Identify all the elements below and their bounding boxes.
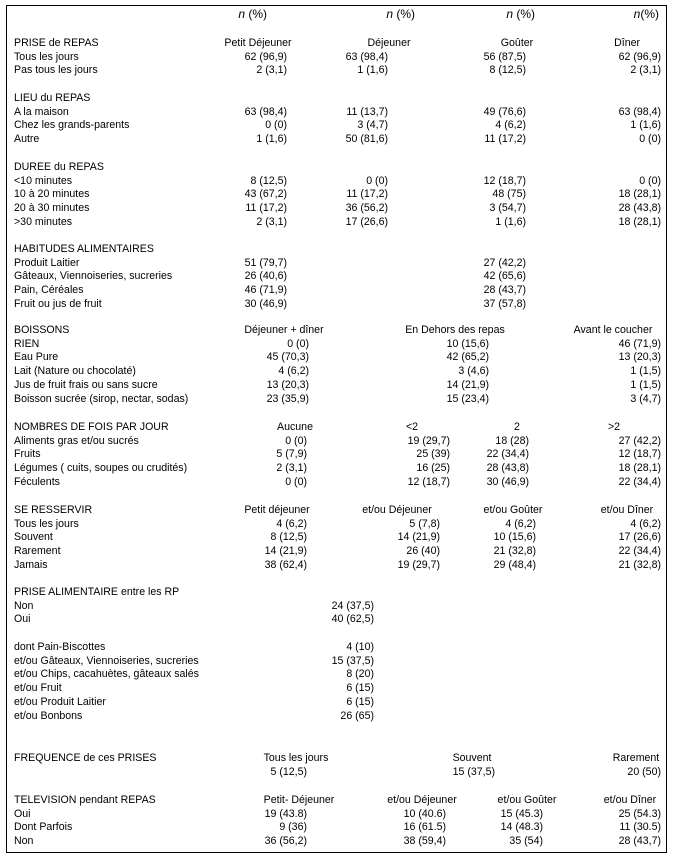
table-row <box>0 613 673 627</box>
section-title: PRISE ALIMENTAIRE entre les RP <box>14 586 180 598</box>
table-cell: 30 (46,9) <box>486 475 529 488</box>
col-header-petit-dejeuner: n (%) <box>238 7 267 21</box>
section-title: BOISSONS <box>14 324 70 336</box>
table-cell: 28 (43,8) <box>618 202 661 215</box>
table-row <box>0 600 673 614</box>
section-title: LIEU du REPAS <box>14 92 91 104</box>
table-cell: 12 (18,7) <box>407 475 450 488</box>
section-title-row-lieu-du-repas <box>0 92 673 106</box>
row-label: Dont Parfois <box>14 821 73 834</box>
table-cell: 10 (15,6) <box>493 531 536 544</box>
row-label: et/ou Produit Laitier <box>14 695 106 708</box>
table-cell: 4 (6,2) <box>276 517 307 530</box>
table-cell: 17 (26,6) <box>618 531 661 544</box>
column-header-petit-dejeuner: Petit déjeuner <box>244 504 310 516</box>
table-row <box>0 682 673 696</box>
row-label: Pas tous les jours <box>14 64 98 77</box>
column-header-petit-dejeuner: Petit- Déjeuner <box>263 794 335 806</box>
row-label: RIEN <box>14 337 40 350</box>
table-cell: 24 (37,5) <box>331 599 374 612</box>
table-cell: 18 (28,1) <box>618 215 661 228</box>
table-cell: 1 (1,6) <box>256 133 287 146</box>
section-title: PRISE de REPAS <box>14 37 99 49</box>
table-row <box>0 545 673 559</box>
table-cell: 6 (15) <box>346 682 374 695</box>
table-cell: 3 (4,7) <box>630 392 661 405</box>
table-cell: 22 (34,4) <box>486 448 529 461</box>
table-cell: 8 (12,5) <box>489 64 526 77</box>
row-label: dont Pain-Biscottes <box>14 641 106 653</box>
row-label: Chez les grands-parents <box>14 119 130 132</box>
section-title: SE RESSERVIR <box>14 504 93 516</box>
table-cell: 46 (71,9) <box>244 284 287 297</box>
table-cell: 10 (40.6) <box>403 807 446 820</box>
table-cell: 16 (25) <box>416 462 450 475</box>
table-cell: 9 (36) <box>279 821 307 834</box>
table-cell: 63 (98,4) <box>618 105 661 118</box>
table-cell: 8 (12,5) <box>250 174 287 187</box>
column-header-2: >2 <box>607 421 621 433</box>
table-cell: 43 (67,2) <box>244 188 287 201</box>
table-cell: 5 (7,8) <box>409 517 440 530</box>
table-row <box>0 531 673 545</box>
table-row <box>0 257 673 271</box>
column-header-gouter: Goûter <box>500 37 534 49</box>
row-label: Aliments gras et/ou sucrés <box>14 434 139 447</box>
row-label: et/ou Bonbons <box>14 709 83 722</box>
table-cell: 36 (56,2) <box>345 202 388 215</box>
table-cell: 1 (1,6) <box>357 64 388 77</box>
table-cell: 38 (62,4) <box>264 558 307 571</box>
table-cell: 2 (3,1) <box>256 215 287 228</box>
table-cell: 0 (0) <box>639 174 661 187</box>
section-title-row-frequence-de-ces-prises <box>0 752 673 766</box>
section-title-row-television-pendant-repas <box>0 794 673 808</box>
table-cell: 29 (48,4) <box>493 558 536 571</box>
table-cell: 26 (65) <box>340 709 374 722</box>
row-label: Oui <box>14 807 31 820</box>
table-cell: 18 (28,1) <box>618 188 661 201</box>
table-row <box>0 64 673 78</box>
column-header-dejeuner: Déjeuner <box>367 37 411 49</box>
table-row <box>0 119 673 133</box>
row-label: Produit Laitier <box>14 256 80 269</box>
table-cell: 4 (6,2) <box>630 517 661 530</box>
table-cell: 2 (3,1) <box>630 64 661 77</box>
table-cell: 18 (28) <box>495 434 529 447</box>
table-cell: 18 (28,1) <box>618 462 661 475</box>
row-label: Pain, Céréales <box>14 284 84 297</box>
table-cell: 62 (96,9) <box>244 50 287 63</box>
column-header-aucune: Aucune <box>277 421 313 433</box>
column-header-petit-dejeuner: Petit Déjeuner <box>224 37 292 49</box>
table-cell: 30 (46,9) <box>244 297 287 310</box>
row-label: 20 à 30 minutes <box>14 202 90 215</box>
table-cell: 10 (15,6) <box>446 337 489 350</box>
table-cell: 51 (79,7) <box>244 256 287 269</box>
section-title: FREQUENCE de ces PRISES <box>14 752 157 764</box>
table-cell: 42 (65,2) <box>446 351 489 364</box>
table-cell: 15 (37,5) <box>331 654 374 667</box>
table-row <box>0 641 673 655</box>
column-header-et-ou-gouter: et/ou Goûter <box>483 504 543 516</box>
row-label: Tous les jours <box>14 517 79 530</box>
section-title: TELEVISION pendant REPAS <box>14 794 156 806</box>
table-cell: 15 (37,5) <box>452 765 495 778</box>
table-cell: 5 (12,5) <box>270 765 307 778</box>
row-label: Féculents <box>14 475 60 488</box>
column-header-et-ou-gouter: et/ou Goûter <box>497 794 557 806</box>
table-cell: 5 (7,9) <box>276 448 307 461</box>
table-cell: 2 (3,1) <box>256 64 287 77</box>
table-row <box>0 270 673 284</box>
row-label: Rarement <box>14 545 61 558</box>
table-cell: 13 (20,3) <box>618 351 661 364</box>
table-row <box>0 435 673 449</box>
table-cell: 22 (34,4) <box>618 475 661 488</box>
table-row <box>0 835 673 849</box>
column-header-2: 2 <box>514 421 520 433</box>
table-cell: 19 (43.8) <box>264 807 307 820</box>
table-cell: 0 (0) <box>287 337 309 350</box>
table-cell: 40 (62,5) <box>331 613 374 626</box>
table-cell: 8 (12,5) <box>270 531 307 544</box>
table-row <box>0 476 673 490</box>
table-cell: 22 (34,4) <box>618 545 661 558</box>
row-label: 10 à 20 minutes <box>14 188 90 201</box>
table-cell: 20 (50) <box>627 765 661 778</box>
row-label: Souvent <box>14 531 53 544</box>
column-header-souvent: Souvent <box>452 752 492 764</box>
table-cell: 25 (54.3) <box>618 807 661 820</box>
table-cell: 62 (96,9) <box>618 50 661 63</box>
table-cell: 2 (3,1) <box>276 462 307 475</box>
table-row <box>0 710 673 724</box>
table-cell: 0 (0) <box>285 475 307 488</box>
col-header-gouter: n (%) <box>506 7 535 21</box>
table-cell: 28 (43,8) <box>486 462 529 475</box>
table-row <box>0 668 673 682</box>
table-cell: 0 (0) <box>265 119 287 132</box>
section-title-row-prise-alimentaire-entre-les-rp <box>0 586 673 600</box>
table-cell: 15 (45.3) <box>500 807 543 820</box>
table-cell: 3 (4,6) <box>458 365 489 378</box>
table-cell: 23 (35,9) <box>266 392 309 405</box>
table-cell: 50 (81,6) <box>345 133 388 146</box>
table-cell: 21 (32,8) <box>618 558 661 571</box>
table-row <box>0 821 673 835</box>
table-cell: 25 (39) <box>416 448 450 461</box>
table-cell: 14 (21,9) <box>397 531 440 544</box>
table-row <box>0 284 673 298</box>
table-cell: 16 (61.5) <box>403 821 446 834</box>
row-label: Oui <box>14 613 31 626</box>
table-cell: 19 (29,7) <box>397 558 440 571</box>
row-label: Tous les jours <box>14 50 79 63</box>
table-cell: 11 (17,2) <box>245 202 287 215</box>
table-cell: 56 (87,5) <box>483 50 526 63</box>
table-cell: 15 (23,4) <box>446 392 489 405</box>
table-cell: 21 (32,8) <box>493 545 536 558</box>
row-label: Non <box>14 599 34 612</box>
table-cell: 36 (56,2) <box>264 835 307 848</box>
table-cell: 27 (42,2) <box>483 256 526 269</box>
row-label: et/ou Fruit <box>14 682 62 695</box>
table-row <box>0 351 673 365</box>
table-cell: 1 (1,5) <box>630 378 661 391</box>
table-row <box>0 393 673 407</box>
table-cell: 49 (76,6) <box>483 105 526 118</box>
table-cell: 4 (6,2) <box>278 365 309 378</box>
section-title: DUREE du REPAS <box>14 161 104 173</box>
table-row <box>0 448 673 462</box>
table-row <box>0 365 673 379</box>
table-cell: 12 (18,7) <box>483 174 526 187</box>
table-cell: 28 (43,7) <box>483 284 526 297</box>
table-cell: 14 (21,9) <box>264 545 307 558</box>
table-cell: 17 (26,6) <box>345 215 388 228</box>
table-cell: 12 (18,7) <box>618 448 661 461</box>
column-header-diner: Dîner <box>614 37 640 49</box>
section-title-row-prise-de-repas <box>0 37 673 51</box>
col-header-dejeuner: n (%) <box>386 7 415 21</box>
column-header-avant-le-coucher: Avant le coucher <box>573 324 653 336</box>
table-cell: 0 (0) <box>285 434 307 447</box>
table-cell: 1 (1,6) <box>630 119 661 132</box>
row-label: <10 minutes <box>14 174 73 187</box>
table-row <box>0 298 673 312</box>
section-title: HABITUDES ALIMENTAIRES <box>14 243 154 255</box>
table-cell: 11 (17,2) <box>484 133 526 146</box>
table-row <box>0 379 673 393</box>
table-cell: 45 (70,3) <box>266 351 309 364</box>
table-cell: 48 (75) <box>492 188 526 201</box>
row-label: Autre <box>14 133 40 146</box>
table-row <box>0 216 673 230</box>
table-row <box>0 518 673 532</box>
table-cell: 0 (0) <box>639 133 661 146</box>
column-header-et-ou-dejeuner: et/ou Déjeuner <box>362 504 432 516</box>
table-cell: 0 (0) <box>366 174 388 187</box>
table-row <box>0 338 673 352</box>
column-header-tous-les-jours: Tous les jours <box>263 752 329 764</box>
table-cell: 3 (4,7) <box>357 119 388 132</box>
table-cell: 4 (6,2) <box>505 517 536 530</box>
table-cell: 26 (40) <box>406 545 440 558</box>
row-label: Non <box>14 835 34 848</box>
column-header-et-ou-diner: et/ou Dîner <box>603 794 657 806</box>
column-header-et-ou-dejeuner: et/ou Déjeuner <box>387 794 457 806</box>
col-header-diner: n(%) <box>633 7 659 21</box>
table-row <box>0 106 673 120</box>
table-row <box>0 133 673 147</box>
row-label: et/ou Chips, cacahuètes, gâteaux salés <box>14 668 199 681</box>
column-header-dejeuner-diner: Déjeuner + dîner <box>244 324 324 336</box>
row-label: Gâteaux, Viennoiseries, sucreries <box>14 270 173 283</box>
table-cell: 28 (43,7) <box>618 835 661 848</box>
row-label: Jus de fruit frais ou sans sucre <box>14 378 158 391</box>
row-label: et/ou Gâteaux, Viennoiseries, sucreries <box>14 654 199 667</box>
table-cell: 42 (65,6) <box>483 270 526 283</box>
table-cell: 35 (54) <box>509 835 543 848</box>
table-cell: 26 (40,6) <box>244 270 287 283</box>
header-row <box>0 8 673 22</box>
section-title-row-se-resservir <box>0 504 673 518</box>
table-cell: 63 (98,4) <box>244 105 287 118</box>
table-cell: 38 (59,4) <box>403 835 446 848</box>
row-label: Lait (Nature ou chocolaté) <box>14 365 136 378</box>
table-row <box>0 202 673 216</box>
section-title: NOMBRES DE FOIS PAR JOUR <box>14 421 169 433</box>
table-cell: 4 (10) <box>346 641 374 653</box>
table-cell: 11 (17,2) <box>346 188 388 201</box>
column-header-en-dehors-des-repas: En Dehors des repas <box>405 324 505 336</box>
row-label: Fruit ou jus de fruit <box>14 297 102 310</box>
row-label: Légumes ( cuits, soupes ou crudités) <box>14 462 188 475</box>
table-row <box>0 655 673 669</box>
table-row <box>0 559 673 573</box>
table-cell: 14 (48.3) <box>500 821 543 834</box>
table-row <box>0 696 673 710</box>
table-cell: 27 (42,2) <box>618 434 661 447</box>
row-label: Fruits <box>14 448 41 461</box>
table-row <box>0 766 673 780</box>
section-title-row-duree-du-repas <box>0 161 673 175</box>
table-cell: 13 (20,3) <box>266 378 309 391</box>
section-title-row-habitudes-alimentaires <box>0 243 673 257</box>
table-row <box>0 175 673 189</box>
row-label: Eau Pure <box>14 351 59 364</box>
table-cell: 1 (1,5) <box>630 365 661 378</box>
table-cell: 4 (6,2) <box>495 119 526 132</box>
table-cell: 11 (13,7) <box>346 105 388 118</box>
row-label: Jamais <box>14 558 48 571</box>
section-title-row-nombres-de-fois-par-jour <box>0 421 673 435</box>
row-label: >30 minutes <box>14 215 73 228</box>
table-cell: 19 (29,7) <box>407 434 450 447</box>
column-header-2: <2 <box>405 421 419 433</box>
table-row <box>0 808 673 822</box>
table-cell: 63 (98,4) <box>345 50 388 63</box>
row-label: A la maison <box>14 105 69 118</box>
table-cell: 46 (71,9) <box>618 337 661 350</box>
table-cell: 6 (15) <box>346 695 374 708</box>
table-row <box>0 462 673 476</box>
table-cell: 11 (30.5) <box>619 821 661 834</box>
table-row <box>0 51 673 65</box>
section-title-row-boissons <box>0 324 673 338</box>
table-cell: 8 (20) <box>346 668 374 681</box>
column-header-et-ou-diner: et/ou Dîner <box>600 504 654 516</box>
table-cell: 37 (57,8) <box>483 297 526 310</box>
table-cell: 3 (54,7) <box>489 202 526 215</box>
table-cell: 14 (21,9) <box>446 378 489 391</box>
table-row <box>0 188 673 202</box>
column-header-rarement: Rarement <box>612 752 660 764</box>
row-label: Boisson sucrée (sirop, nectar, sodas) <box>14 392 189 405</box>
table-cell: 1 (1,6) <box>495 215 526 228</box>
